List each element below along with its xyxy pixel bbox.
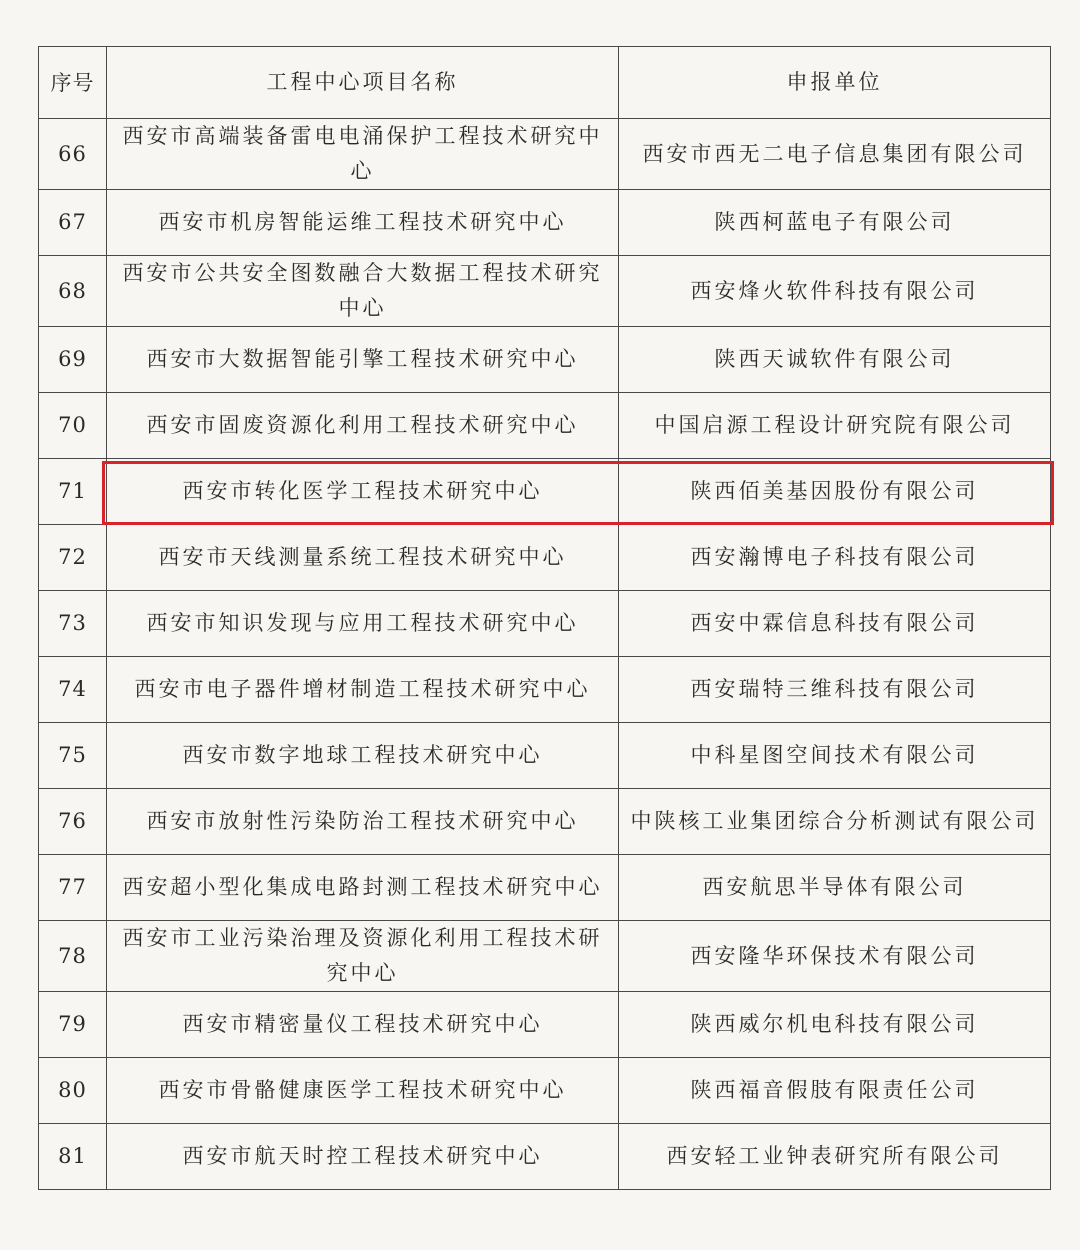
- header-applicant-unit: 申报单位: [619, 47, 1051, 119]
- row-project-name: 西安市公共安全图数融合大数据工程技术研究中心: [107, 256, 619, 327]
- row-applicant-unit: 陕西威尔机电科技有限公司: [619, 992, 1051, 1058]
- row-applicant-unit: 西安航思半导体有限公司: [619, 855, 1051, 921]
- row-applicant-unit: 西安烽火软件科技有限公司: [619, 256, 1051, 327]
- row-project-name: 西安市放射性污染防治工程技术研究中心: [107, 789, 619, 855]
- row-serial-number: 68: [39, 256, 107, 327]
- row-serial-number: 80: [39, 1058, 107, 1124]
- row-project-name: 西安市航天时控工程技术研究中心: [107, 1124, 619, 1190]
- project-table: [38, 46, 1051, 1190]
- table-row: [39, 855, 1051, 921]
- table-row: [39, 1124, 1051, 1190]
- header-serial-number: 序号: [39, 47, 107, 119]
- row-serial-number: 73: [39, 591, 107, 657]
- row-project-name: 西安市大数据智能引擎工程技术研究中心: [107, 327, 619, 393]
- table-row: [39, 1058, 1051, 1124]
- row-serial-number: 78: [39, 921, 107, 992]
- table-row: [39, 119, 1051, 190]
- header-project-name: 工程中心项目名称: [107, 47, 619, 119]
- row-project-name: 西安市天线测量系统工程技术研究中心: [107, 525, 619, 591]
- row-serial-number: 69: [39, 327, 107, 393]
- row-project-name: 西安市数字地球工程技术研究中心: [107, 723, 619, 789]
- row-applicant-unit: 西安市西无二电子信息集团有限公司: [619, 119, 1051, 190]
- row-serial-number: 81: [39, 1124, 107, 1190]
- row-serial-number: 67: [39, 190, 107, 256]
- row-serial-number: 76: [39, 789, 107, 855]
- row-applicant-unit: 陕西柯蓝电子有限公司: [619, 190, 1051, 256]
- row-project-name: 西安市机房智能运维工程技术研究中心: [107, 190, 619, 256]
- table-row: [39, 393, 1051, 459]
- row-project-name: 西安市骨骼健康医学工程技术研究中心: [107, 1058, 619, 1124]
- row-applicant-unit: 西安中霖信息科技有限公司: [619, 591, 1051, 657]
- row-serial-number: 79: [39, 992, 107, 1058]
- row-serial-number: 71: [39, 459, 107, 525]
- table-row: [39, 921, 1051, 992]
- row-serial-number: 72: [39, 525, 107, 591]
- row-serial-number: 66: [39, 119, 107, 190]
- table-row: [39, 327, 1051, 393]
- row-project-name: 西安市精密量仪工程技术研究中心: [107, 992, 619, 1058]
- row-project-name: 西安市高端装备雷电电涌保护工程技术研究中心: [107, 119, 619, 190]
- table-row: [39, 190, 1051, 256]
- row-applicant-unit: 陕西福音假肢有限责任公司: [619, 1058, 1051, 1124]
- table-row: [39, 591, 1051, 657]
- table-row: [39, 789, 1051, 855]
- table-row: [39, 525, 1051, 591]
- row-applicant-unit: 西安隆华环保技术有限公司: [619, 921, 1051, 992]
- row-project-name: 西安市知识发现与应用工程技术研究中心: [107, 591, 619, 657]
- table-row-highlighted: [39, 459, 1051, 525]
- row-applicant-unit: 西安瀚博电子科技有限公司: [619, 525, 1051, 591]
- row-applicant-unit: 中陕核工业集团综合分析测试有限公司: [619, 789, 1051, 855]
- row-serial-number: 75: [39, 723, 107, 789]
- table-row: [39, 256, 1051, 327]
- row-project-name: 西安市固废资源化利用工程技术研究中心: [107, 393, 619, 459]
- row-applicant-unit: 西安轻工业钟表研究所有限公司: [619, 1124, 1051, 1190]
- table-header-row: [39, 47, 1051, 119]
- table-row: [39, 992, 1051, 1058]
- table-row: [39, 657, 1051, 723]
- row-applicant-unit: 陕西天诚软件有限公司: [619, 327, 1051, 393]
- row-project-name: 西安市转化医学工程技术研究中心: [107, 459, 619, 525]
- row-serial-number: 70: [39, 393, 107, 459]
- row-applicant-unit: 陕西佰美基因股份有限公司: [619, 459, 1051, 525]
- row-project-name: 西安市电子器件增材制造工程技术研究中心: [107, 657, 619, 723]
- row-applicant-unit: 中科星图空间技术有限公司: [619, 723, 1051, 789]
- row-serial-number: 74: [39, 657, 107, 723]
- row-project-name: 西安超小型化集成电路封测工程技术研究中心: [107, 855, 619, 921]
- row-applicant-unit: 西安瑞特三维科技有限公司: [619, 657, 1051, 723]
- row-project-name: 西安市工业污染治理及资源化利用工程技术研究中心: [107, 921, 619, 992]
- row-applicant-unit: 中国启源工程设计研究院有限公司: [619, 393, 1051, 459]
- row-serial-number: 77: [39, 855, 107, 921]
- table-row: [39, 723, 1051, 789]
